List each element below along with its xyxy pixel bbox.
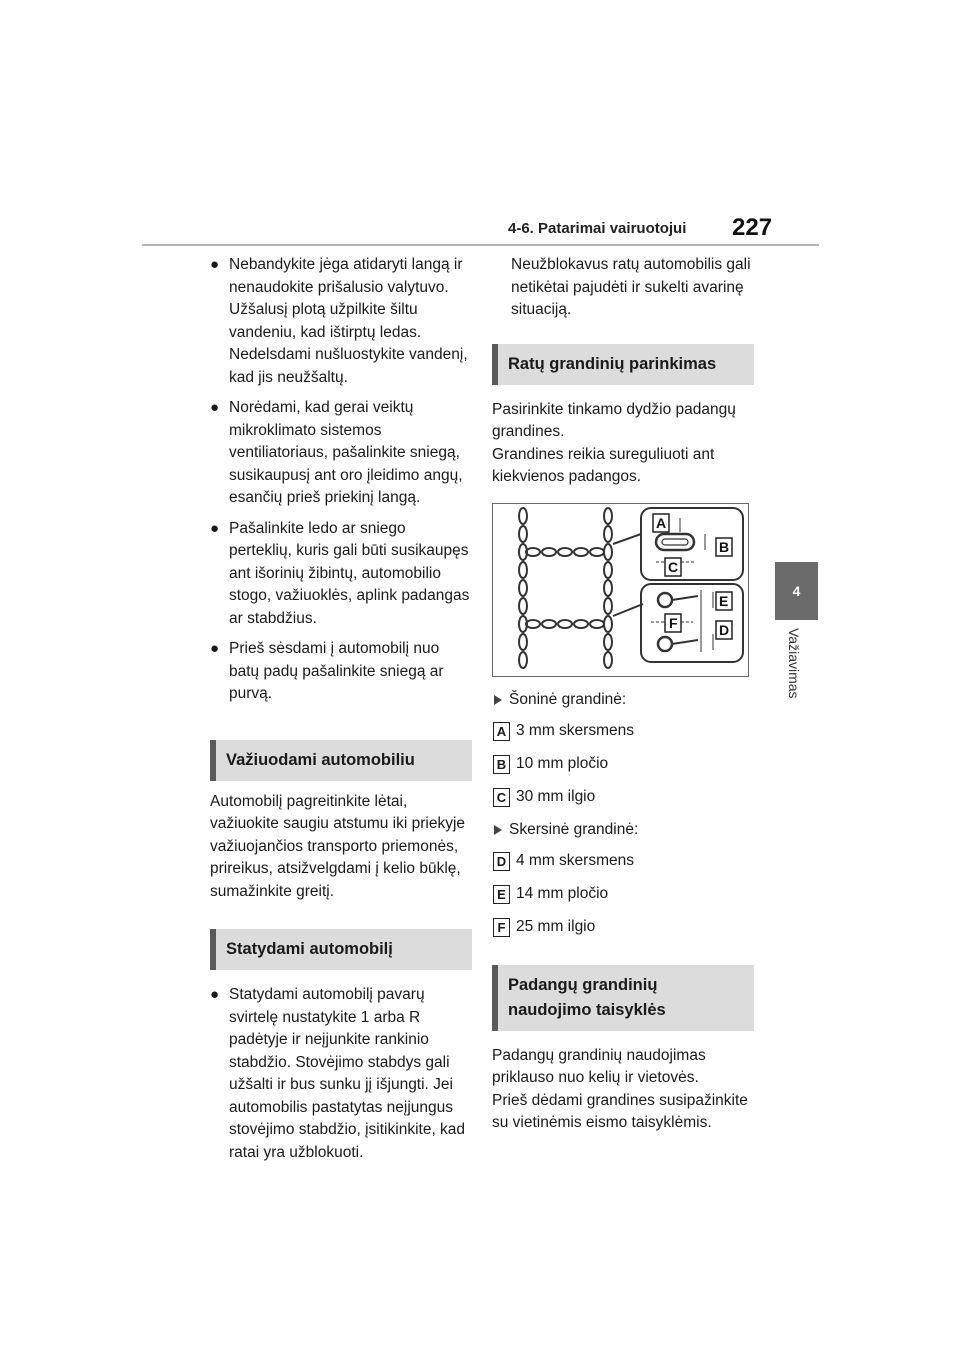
horizontal-chain-top	[519, 544, 612, 560]
bullet-dot-icon: ●	[210, 399, 220, 416]
bullet-item	[210, 518, 472, 631]
bullet-text: Statydami automobilį pavarų svirtelę nustatykite 1 arba R padėtyje ir neįjunkite rankinio stabdžio. Stovėjimo stabdys gali užšalti ir bus sunku jį išjungti. Jei automobilis pastatytas neįjungus stovėjimo stabdžio, įsitikinkite, kad ratai yra užblokuoti.	[229, 986, 466, 1161]
spec-row	[492, 851, 754, 873]
section-heading-chain-rules	[492, 965, 754, 1031]
figure-label-c: C	[668, 558, 679, 575]
bullet-dot-icon: ●	[210, 640, 220, 657]
bullet-text: Prieš sėsdami į automobilį nuo batų padų pašalinkite sniegą ar purvą.	[229, 640, 444, 702]
chain-selection-text-2: Grandines reikia sureguliuoti ant kiekvienos padangos.	[492, 445, 715, 485]
spec-label-box: D	[493, 852, 510, 871]
spec-text: 30 mm ilgio	[516, 787, 596, 805]
figure-label-b: B	[719, 538, 730, 555]
spec-row	[492, 917, 754, 939]
spec-text: 3 mm skersmens	[516, 721, 634, 739]
bullet-dot-icon: ●	[210, 986, 220, 1003]
bullet-item	[210, 638, 472, 706]
spec-text: 25 mm ilgio	[516, 918, 596, 936]
bullet-item	[210, 397, 472, 510]
spec-row	[492, 884, 754, 906]
spec-text: 10 mm pločio	[516, 754, 609, 772]
page-number: 227	[732, 214, 773, 241]
spec-text: 4 mm skersmens	[516, 852, 634, 870]
tire-chain-illustration	[493, 504, 748, 676]
header-divider	[142, 244, 819, 246]
header-section-title: 4-6. Patarimai vairuotojui	[508, 220, 687, 237]
cross-chain-heading	[492, 819, 754, 842]
vertical-chain-right	[604, 508, 612, 668]
figure-label-e: E	[719, 592, 729, 609]
spec-label-box: F	[493, 918, 510, 937]
tire-chain-diagram	[492, 503, 749, 677]
chain-rules-title-line-1: Padangų grandinių	[508, 975, 658, 994]
bullet-text: Nebandykite jėga atidaryti langą ir nenaudokite prišalusio valytuvo. Užšalusį plotą užpilkite šiltu vandeniu, kad ištirptų ledas. Nedelsdami nušluostykite vandenį, kad jis neužšaltų.	[229, 256, 468, 386]
bullet-item	[210, 984, 472, 1164]
horizontal-chain-bottom	[519, 616, 612, 632]
triangle-bullet-icon	[494, 825, 502, 835]
figure-label-a: A	[656, 514, 667, 531]
spec-label-box: E	[493, 885, 510, 904]
bullet-text: Pašalinkite ledo ar sniego perteklių, kuris gali būti susikaupęs ant išorinių žibintų, automobilio stogo, važiuoklės, aplink padangas ar stabdžius.	[229, 519, 470, 627]
side-chain-title: Šoninė grandinė:	[509, 690, 627, 708]
chapter-label: Važiavimas	[786, 628, 802, 699]
spec-label-box: A	[493, 722, 510, 741]
side-chain-heading	[492, 689, 754, 712]
bullet-dot-icon: ●	[210, 256, 220, 273]
chain-rules-text-2: Prieš dėdami grandines susipažinkite su vietinėmis eismo taisyklėmis.	[492, 1091, 748, 1131]
vertical-chain-left	[519, 508, 527, 668]
section-heading-parking: Statydami automobilį	[210, 929, 472, 970]
chapter-tab: 4	[775, 562, 818, 620]
figure-label-f: F	[669, 614, 678, 631]
section-heading-chain-selection: Ratų grandinių parinkimas	[492, 344, 754, 385]
spec-row	[492, 786, 754, 808]
spec-row	[492, 720, 754, 742]
intro-text: Neužblokavus ratų automobilis gali netikėtai pajudėti ir sukelti avarinę situaciją.	[511, 256, 751, 318]
spec-row	[492, 753, 754, 775]
triangle-bullet-icon	[494, 695, 502, 705]
spec-label-box: C	[493, 788, 510, 807]
chain-rules-text-1: Padangų grandinių naudojimas priklauso nuo kelių ir vietovės.	[492, 1046, 706, 1086]
spec-label-box: B	[493, 755, 510, 774]
left-column	[210, 254, 472, 1172]
right-column	[492, 254, 754, 1143]
chain-rules-title-line-2: naudojimo taisyklės	[508, 1000, 666, 1019]
chain-selection-text-1: Pasirinkite tinkamo dydžio padangų grandines.	[492, 400, 736, 440]
bullet-item	[210, 254, 472, 389]
bullet-text: Norėdami, kad gerai veiktų mikroklimato sistemos ventiliatoriaus, pašalinkite sniegą, susikaupusį ant oro įleidimo angų, esančių prieš priekinį langą.	[229, 399, 463, 506]
section-heading-driving: Važiuodami automobiliu	[210, 740, 472, 781]
bullet-dot-icon: ●	[210, 519, 220, 537]
spec-text: 14 mm pločio	[516, 885, 609, 903]
section-driving-text: Automobilį pagreitinkite lėtai, važiuokite saugiu atstumu iki priekyje važiuojančios transporto priemonės, prireikus, atsižvelgdami į kelio būklę, sumažinkite greitį.	[210, 792, 466, 900]
figure-label-d: D	[719, 621, 730, 638]
cross-chain-title: Skersinė grandinė:	[509, 821, 639, 838]
